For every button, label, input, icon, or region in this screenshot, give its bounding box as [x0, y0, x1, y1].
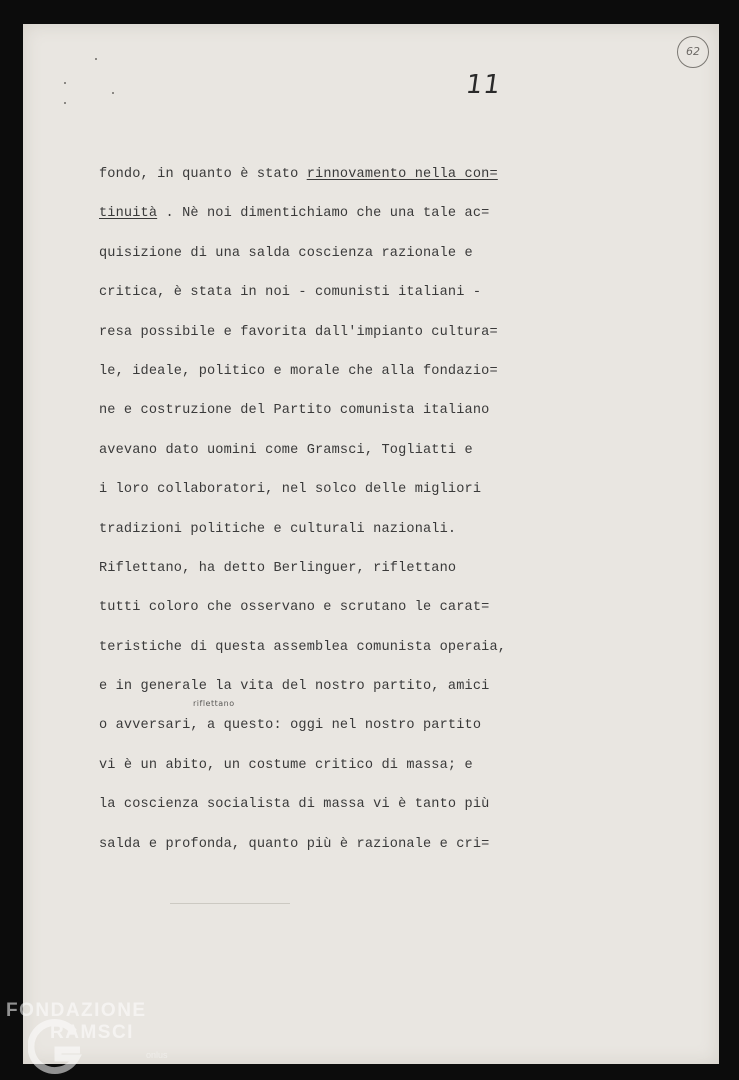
typed-line [99, 595, 519, 634]
typed-line [99, 320, 519, 359]
typed-line-text: Riflettano, ha detto Berlinguer, riflettano [99, 560, 457, 576]
logo-text-line1: FONDAZIONE [6, 1000, 147, 1021]
typed-line [99, 359, 519, 398]
typed-line-text: tutti coloro che osservano e scrutano le carat= [99, 600, 490, 616]
handwritten-insertion: riflettano [193, 699, 235, 708]
typed-line-text: i loro collaboratori, nel solco delle migliori [99, 482, 482, 498]
typed-line-text: vi è un abito, un costume critico di massa; e [99, 757, 473, 773]
typed-line [99, 832, 519, 871]
typed-line-text: tradizioni politiche e culturali nazionali. [99, 521, 457, 537]
typed-line [99, 398, 519, 437]
paper-speck [95, 58, 97, 60]
typed-line [99, 556, 519, 595]
faint-mark [170, 903, 290, 904]
typed-line-text: teristiche di questa assemblea comunista operaia, [99, 639, 507, 655]
typed-line-text: critica, è stata in noi - comunisti italiani - [99, 285, 482, 301]
typed-line [99, 753, 519, 792]
paper-speck [64, 102, 66, 104]
paper-speck [64, 82, 66, 84]
typed-line [99, 713, 519, 752]
archive-number-stamp: 62 [677, 36, 709, 68]
typed-line [99, 438, 519, 477]
typed-line-text: . Nè noi dimentichiamo che una tale ac= [157, 206, 490, 222]
typed-line [99, 674, 519, 713]
typed-line-text: quisizione di una salda coscienza razionale e [99, 245, 473, 261]
logo-text-line2: RAMSCI [50, 1022, 134, 1043]
fondazione-gramsci-watermark [6, 1000, 186, 1080]
typed-line-text: fondo, in quanto è stato [99, 167, 307, 182]
logo-subtext: onlus [146, 1050, 168, 1060]
typed-line [99, 280, 519, 319]
underlined-text: rinnovamento nella con= [306, 167, 498, 182]
typed-line-text: e in generale la vita del nostro partito, amici [99, 679, 490, 695]
typed-line-text: la coscienza socialista di massa vi è tanto più [99, 797, 490, 813]
typed-line-text: o avversari, a questo: oggi nel nostro partito [99, 718, 482, 734]
typed-line [99, 517, 519, 556]
typed-line [99, 477, 519, 516]
typed-text-body [99, 162, 519, 871]
typed-line [99, 241, 519, 280]
typed-line-text: ne e costruzione del Partito comunista italiano [99, 403, 490, 419]
typed-line-text: le, ideale, politico e morale che alla fondazio= [99, 363, 498, 379]
typed-line [99, 162, 519, 201]
typed-line-text: avevano dato uomini come Gramsci, Togliatti e [99, 442, 473, 458]
typed-line [99, 635, 519, 674]
typed-line [99, 201, 519, 240]
page-number: 11 [463, 70, 504, 100]
typed-line-text: resa possibile e favorita dall'impianto cultura= [99, 324, 498, 340]
paper-speck [112, 92, 114, 94]
typed-line-text: salda e profonda, quanto più è razionale e cri= [99, 836, 490, 852]
typed-line [99, 792, 519, 831]
underlined-text: tinuità [99, 206, 158, 222]
